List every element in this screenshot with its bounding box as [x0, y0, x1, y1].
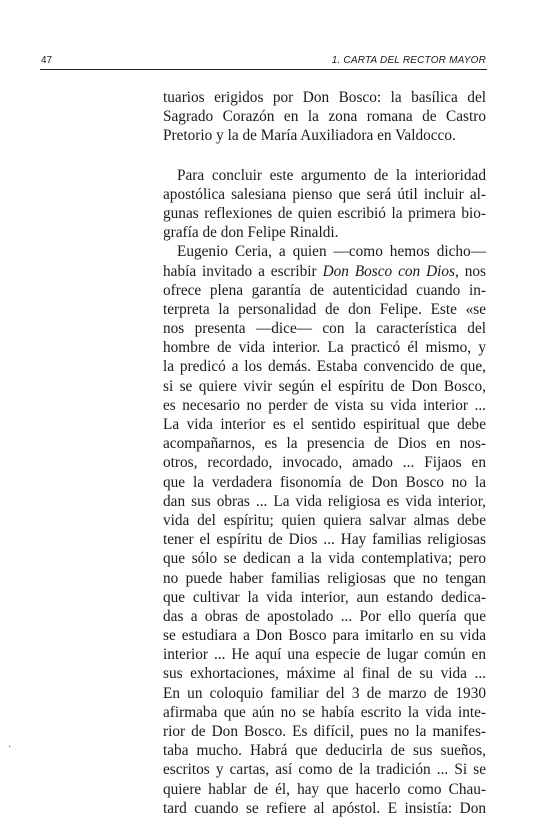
text-line: ofrece plena garantía de autenticidad cuando in-	[163, 281, 486, 299]
text-line: acompañarnos, es la presencia de Dios en nos-	[163, 435, 486, 453]
text-line: no puede haber familias religiosas que no tengan	[163, 569, 486, 587]
text-line: apostólica salesiana pienso que será útil incluir al-	[163, 185, 486, 203]
text-line: otros, recordado, invocado, amado ... Fijaos en	[163, 454, 486, 472]
paragraph-gap	[163, 146, 486, 166]
text-line: taba mucho. Habrá que deducirla de sus sueños,	[163, 742, 486, 760]
text-line: nos presenta —dice— con la característica del	[163, 320, 486, 338]
text-line: terpreta la personalidad de don Felipe. Este «se	[163, 300, 486, 318]
text-line: que cultivar la vida interior, aun estando dedica-	[163, 588, 486, 606]
text-line: dan sus obras ... La vida religiosa es vida interior,	[163, 492, 486, 510]
text-line: tuarios erigidos por Don Bosco: la basílica del	[163, 89, 486, 106]
text-line: sus exhortaciones, máxime al final de su vida ...	[163, 665, 486, 683]
text-line: afirmaba que aún no se había escrito la vida inte-	[163, 703, 486, 721]
running-title: 1. CARTA DEL RECTOR MAYOR	[331, 55, 486, 66]
text-line: Sagrado Corazón en la zona romana de Castro	[163, 108, 486, 126]
text-line: tard cuando se refiere al apóstol. E insistía: Don	[163, 799, 486, 817]
text-line: La vida interior es el sentido espiritual que debe	[163, 416, 486, 433]
text-line: Eugenio Ceria, a quien —como hemos dicho—	[177, 243, 486, 261]
text-line: que la verdadera fisonomía de Don Bosco no la	[163, 473, 486, 491]
text-line: es necesario no perder de vista su vida interior ...	[163, 396, 486, 414]
text-line: Pretorio y la de María Auxiliadora en Valdocco.	[163, 127, 456, 145]
text-line: grafía de don Felipe Rinaldi.	[163, 224, 339, 242]
text-line: Para concluir este argumento de la interioridad	[177, 166, 486, 184]
text-line: das a obras de apostolado ... Por ello quería que	[163, 607, 486, 625]
text-line: hombre de vida interior. La practicó él mismo, y	[163, 339, 486, 357]
paragraph	[163, 242, 486, 818]
text-line: escritos y cartas, así como de la tradición ... Si se	[163, 761, 486, 779]
text-line: gunas reflexiones de quien escribió la primera bio-	[163, 204, 486, 222]
paragraph	[163, 166, 486, 243]
paragraph	[163, 88, 486, 146]
page-header	[40, 55, 487, 70]
body-text	[163, 88, 486, 818]
page-number: 47	[41, 55, 53, 66]
text-line: En un coloquio familiar del 3 de marzo de 1930	[163, 684, 486, 702]
text-line: tener el espíritu de Dios ... Hay familias religiosas	[163, 531, 486, 549]
margin-mark: ·	[8, 742, 12, 753]
text-line: si se quiere vivir según el espíritu de Don Bosco,	[163, 377, 486, 395]
text-line: había invitado a escribir Don Bosco con Dios, nos	[163, 262, 486, 280]
text-line: interior ... He aquí una especie de lugar común en	[163, 646, 486, 664]
text-line: la predicó a los demás. Estaba convencido de que,	[163, 358, 486, 376]
text-line: vida del espíritu; quien quiera salvar almas debe	[163, 511, 486, 529]
book-title: Don Bosco con Dios	[322, 262, 456, 280]
text-line: se estudiara a Don Bosco para imitarlo en su vida	[163, 627, 486, 645]
text-line: rior de Don Bosco. Es difícil, pues no la manifes-	[163, 723, 486, 740]
text-line: quiere hablar de él, hay que hacerlo como Chau-	[163, 780, 486, 798]
text-line: que sólo se dedican a la vida contemplativa; pero	[163, 550, 486, 568]
